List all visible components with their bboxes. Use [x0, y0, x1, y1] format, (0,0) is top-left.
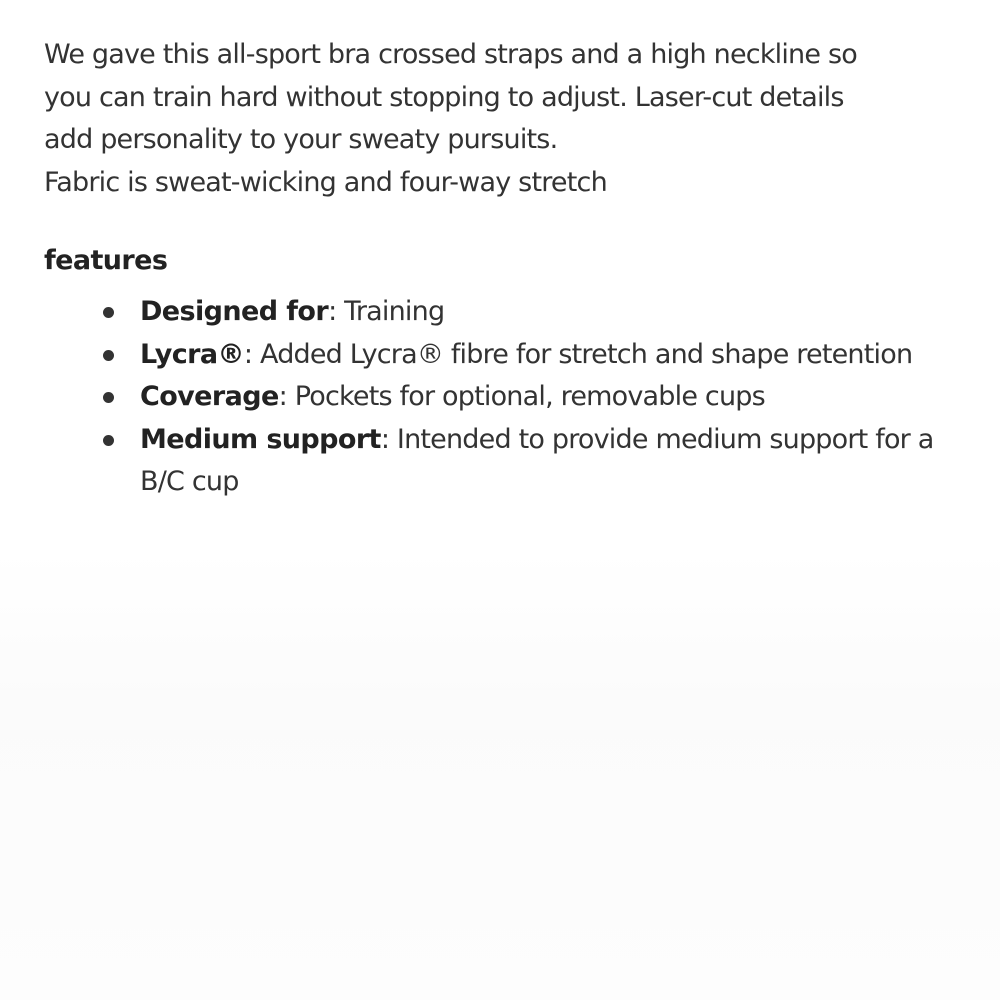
feature-item-designed-for [96, 291, 976, 334]
feature-text: : Pockets for optional, removable cups [278, 381, 765, 412]
feature-text: : Intended to provide medium support for a B/C cup [140, 423, 934, 497]
features-list [96, 291, 976, 504]
feature-label: Designed for [140, 296, 329, 327]
description-line: We gave this all-sport bra crossed straps and a high neckline so [44, 39, 857, 70]
description-line: add personality to your sweaty pursuits. [44, 124, 558, 155]
feature-label: Medium support [140, 423, 381, 455]
feature-text: : Training [328, 296, 445, 327]
feature-item-lycra [96, 334, 976, 377]
feature-text: : Added Lycra® fibre for stretch and shape retention [243, 338, 913, 370]
product-description [44, 34, 944, 204]
bullet-icon [103, 392, 114, 403]
feature-label: Coverage [140, 381, 279, 412]
bullet-icon [103, 350, 114, 361]
description-line: you can train hard without stopping to adjust. Laser-cut details [44, 81, 844, 113]
bullet-icon [103, 307, 114, 318]
description-line: Fabric is sweat-wicking and four-way stretch [44, 166, 607, 198]
feature-item-medium-support [96, 419, 976, 504]
features-heading: features [44, 245, 168, 276]
feature-label: Lycra® [140, 338, 244, 370]
bullet-icon [103, 435, 114, 446]
feature-item-coverage [96, 376, 976, 419]
